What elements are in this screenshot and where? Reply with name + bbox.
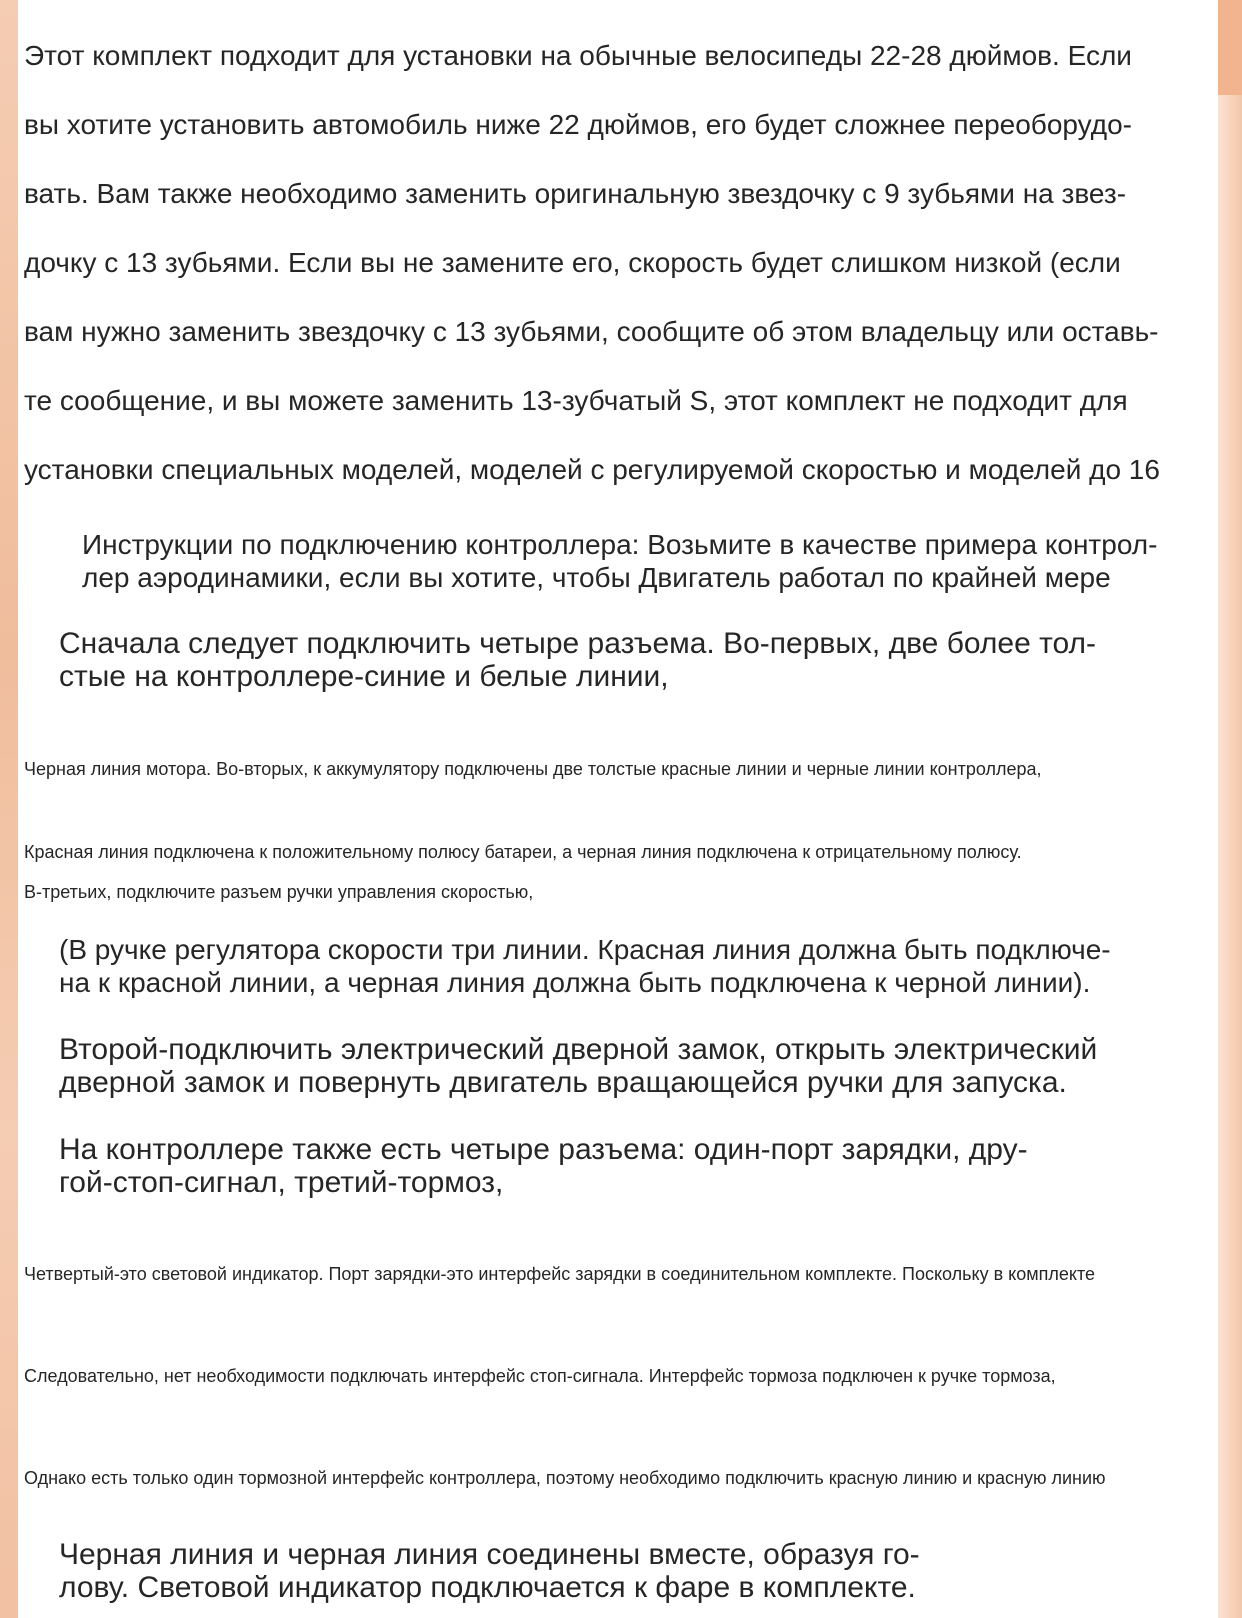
final-line-1: Черная линия и черная линия соединены вместе, образуя го-	[59, 1538, 920, 1571]
intro-line-1: Этот комплект подходит для установки на обычные велосипеды 22-28 дюймов. Если	[24, 40, 1132, 71]
instructions-line-1: Инструкции по подключению контроллера: Возьмите в качестве примера контрол-	[82, 529, 1158, 560]
speed-handle-line-2: на к красной линии, а черная линия должна быть подключена к черной линии).	[59, 967, 1091, 998]
left-page-edge	[0, 0, 18, 1618]
note-motor: Черная линия мотора. Во-вторых, к аккумулятору подключены две толстые красные линии и черные линии контроллера,	[24, 759, 1042, 779]
note-third: В-третьих, подключите разъем ручки управления скоростью,	[24, 882, 534, 902]
instructions-line-2: лер аэродинамики, если вы хотите, чтобы Двигатель работал по крайней мере	[82, 562, 1111, 593]
controller-ports-line-2: гой-стоп-сигнал, третий-тормоз,	[59, 1166, 504, 1199]
intro-line-4: дочку с 13 зубьями. Если вы не замените его, скорость будет слишком низкой (если	[24, 247, 1121, 278]
note-however: Однако есть только один тормозной интерфейс контроллера, поэтому необходимо подключить красную линию и красную линию	[24, 1468, 1106, 1488]
final-line-2: лову. Световой индикатор подключается к фаре в комплекте.	[59, 1571, 916, 1604]
step1-line-2: стые на контроллере-синие и белые линии,	[59, 660, 669, 693]
controller-ports-line-1: На контроллере также есть четыре разъема: один-порт зарядки, дру-	[59, 1133, 1028, 1166]
intro-line-3: вать. Вам также необходимо заменить оригинальную звездочку с 9 зубьями на звез-	[24, 178, 1127, 209]
second-line-2: дверной замок и повернуть двигатель вращающейся ручки для запуска.	[59, 1066, 1067, 1099]
document-page	[18, 0, 1218, 1618]
intro-line-2: вы хотите установить автомобиль ниже 22 дюймов, его будет сложнее переоборудо-	[24, 109, 1132, 140]
intro-line-6: те сообщение, и вы можете заменить 13-зубчатый S, этот комплект не подходит для	[24, 385, 1128, 416]
step1-line-1: Сначала следует подключить четыре разъема. Во-первых, две более тол-	[59, 627, 1097, 660]
intro-line-5: вам нужно заменить звездочку с 13 зубьями, сообщите об этом владельцу или оставь-	[24, 316, 1159, 347]
note-therefore: Следовательно, нет необходимости подключать интерфейс стоп-сигнала. Интерфейс тормоза подключен к ручке тормоза,	[24, 1366, 1056, 1386]
right-page-edge-accent	[1218, 0, 1242, 95]
intro-line-7: установки специальных моделей, моделей с регулируемой скоростью и моделей до 16	[24, 454, 1160, 485]
note-battery: Красная линия подключена к положительному полюсу батареи, а черная линия подключена к отрицательному полюсу.	[24, 842, 1022, 862]
note-fourth: Четвертый-это световой индикатор. Порт зарядки-это интерфейс зарядки в соединительном комплекте. Поскольку в комплекте	[24, 1264, 1096, 1284]
speed-handle-line-1: (В ручке регулятора скорости три линии. Красная линия должна быть подключе-	[59, 934, 1111, 965]
right-page-edge	[1218, 0, 1242, 1618]
second-line-1: Второй-подключить электрический дверной замок, открыть электрический	[59, 1033, 1098, 1066]
